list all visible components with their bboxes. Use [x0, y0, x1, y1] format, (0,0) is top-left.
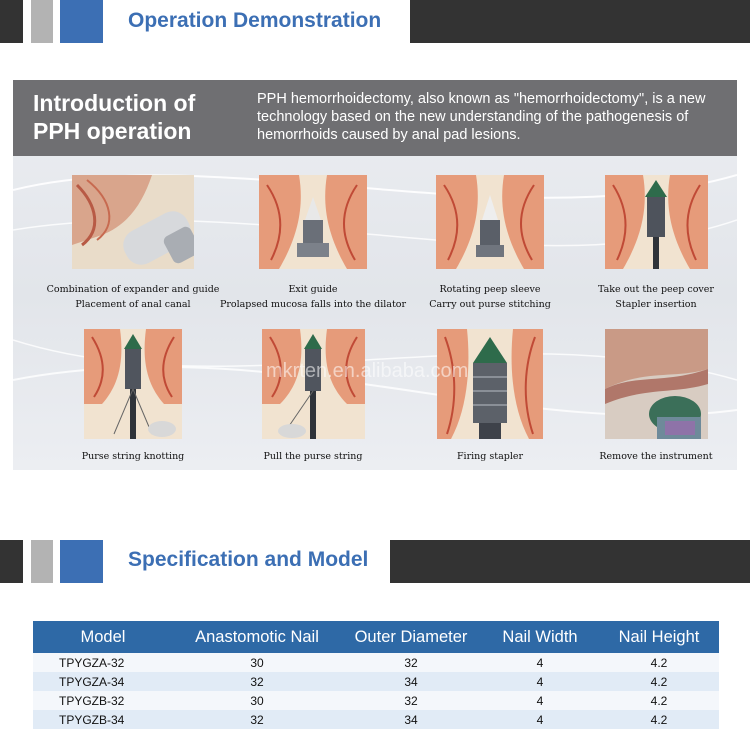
step-5-image — [84, 329, 182, 439]
step-4-image — [605, 175, 708, 269]
cell-outer-diameter: 32 — [341, 691, 481, 710]
header-nail-width: Nail Width — [481, 621, 599, 653]
step-8-image — [605, 329, 708, 439]
step-3-caption-line1: Rotating peep sleeve — [439, 284, 541, 295]
cell-anastomotic-nail: 30 — [173, 691, 341, 710]
header-outer-diameter: Outer Diameter — [341, 621, 481, 653]
table-row — [33, 672, 719, 691]
cell-model: TPYGZA-32 — [33, 653, 173, 672]
step-1-caption-line1: Combination of expander and guide — [46, 284, 220, 295]
watermark: mkrten.en.alibaba.com — [266, 360, 469, 382]
header-bar-blue-block — [60, 0, 103, 43]
intro-title-line1: Introduction of — [33, 90, 196, 116]
header-nail-height: Nail Height — [599, 621, 719, 653]
cell-anastomotic-nail: 32 — [173, 710, 341, 729]
step-2-caption-line1: Exit guide — [288, 284, 338, 295]
cell-outer-diameter: 34 — [341, 672, 481, 691]
intro-header — [13, 80, 737, 156]
step-1-image — [72, 175, 194, 269]
cell-nail-width: 4 — [481, 710, 599, 729]
spec-bar-dark-strip — [390, 540, 750, 583]
step-2-caption-line2: Prolapsed mucosa falls into the dilator — [219, 299, 407, 310]
step-8-caption-line1: Remove the instrument — [599, 451, 713, 462]
step-4-caption-line1: Take out the peep cover — [598, 284, 714, 295]
section-title-operation: Operation Demonstration — [128, 9, 382, 32]
cell-anastomotic-nail: 30 — [173, 653, 341, 672]
cell-model: TPYGZB-32 — [33, 691, 173, 710]
spec-bar-blue-block — [60, 540, 103, 583]
step-7-image — [437, 329, 543, 439]
intro-description: PPH hemorrhoidectomy, also known as "hemorrhoidectomy", is a new technology based on the new understanding of the pathogenesis of hemorrhoids caused by anal pad lesions. — [257, 91, 706, 143]
cell-nail-width: 4 — [481, 653, 599, 672]
intro-title-line2: PPH operation — [33, 118, 192, 144]
cell-nail-height: 4.2 — [599, 672, 719, 691]
cell-anastomotic-nail: 32 — [173, 672, 341, 691]
cell-model: TPYGZA-34 — [33, 672, 173, 691]
header-model: Model — [33, 621, 173, 653]
cell-nail-height: 4.2 — [599, 653, 719, 672]
step-1-caption-line2: Placement of anal canal — [75, 299, 191, 310]
step-6-image — [262, 329, 365, 439]
header-bar-dark-block — [0, 0, 23, 43]
header-anastomotic-nail: Anastomotic Nail — [173, 621, 341, 653]
spec-bar-dark-block — [0, 540, 23, 583]
table-row — [33, 691, 719, 710]
cell-nail-width: 4 — [481, 672, 599, 691]
table-row — [33, 710, 719, 729]
cell-outer-diameter: 34 — [341, 710, 481, 729]
section-title-specification: Specification and Model — [128, 548, 369, 571]
step-5-caption-line1: Purse string knotting — [81, 451, 185, 462]
header-bar-dark-strip — [410, 0, 750, 43]
cell-nail-height: 4.2 — [599, 710, 719, 729]
header-bar-grey-block — [31, 0, 53, 43]
step-7-caption-line1: Firing stapler — [456, 451, 524, 462]
step-3-image — [436, 175, 544, 269]
cell-nail-height: 4.2 — [599, 691, 719, 710]
step-8-caption — [546, 449, 750, 464]
step-2-image — [259, 175, 367, 269]
spec-table — [33, 621, 719, 729]
step-6-caption-line1: Pull the purse string — [263, 451, 363, 462]
table-header-row — [33, 621, 719, 653]
cell-nail-width: 4 — [481, 691, 599, 710]
step-3-caption-line2: Carry out purse stitching — [429, 299, 551, 310]
intro-title — [33, 89, 195, 145]
cell-model: TPYGZB-34 — [33, 710, 173, 729]
spec-bar-grey-block — [31, 540, 53, 583]
table-row — [33, 653, 719, 672]
step-4-caption-line2: Stapler insertion — [615, 299, 697, 310]
step-4-caption — [546, 282, 750, 312]
cell-outer-diameter: 32 — [341, 653, 481, 672]
